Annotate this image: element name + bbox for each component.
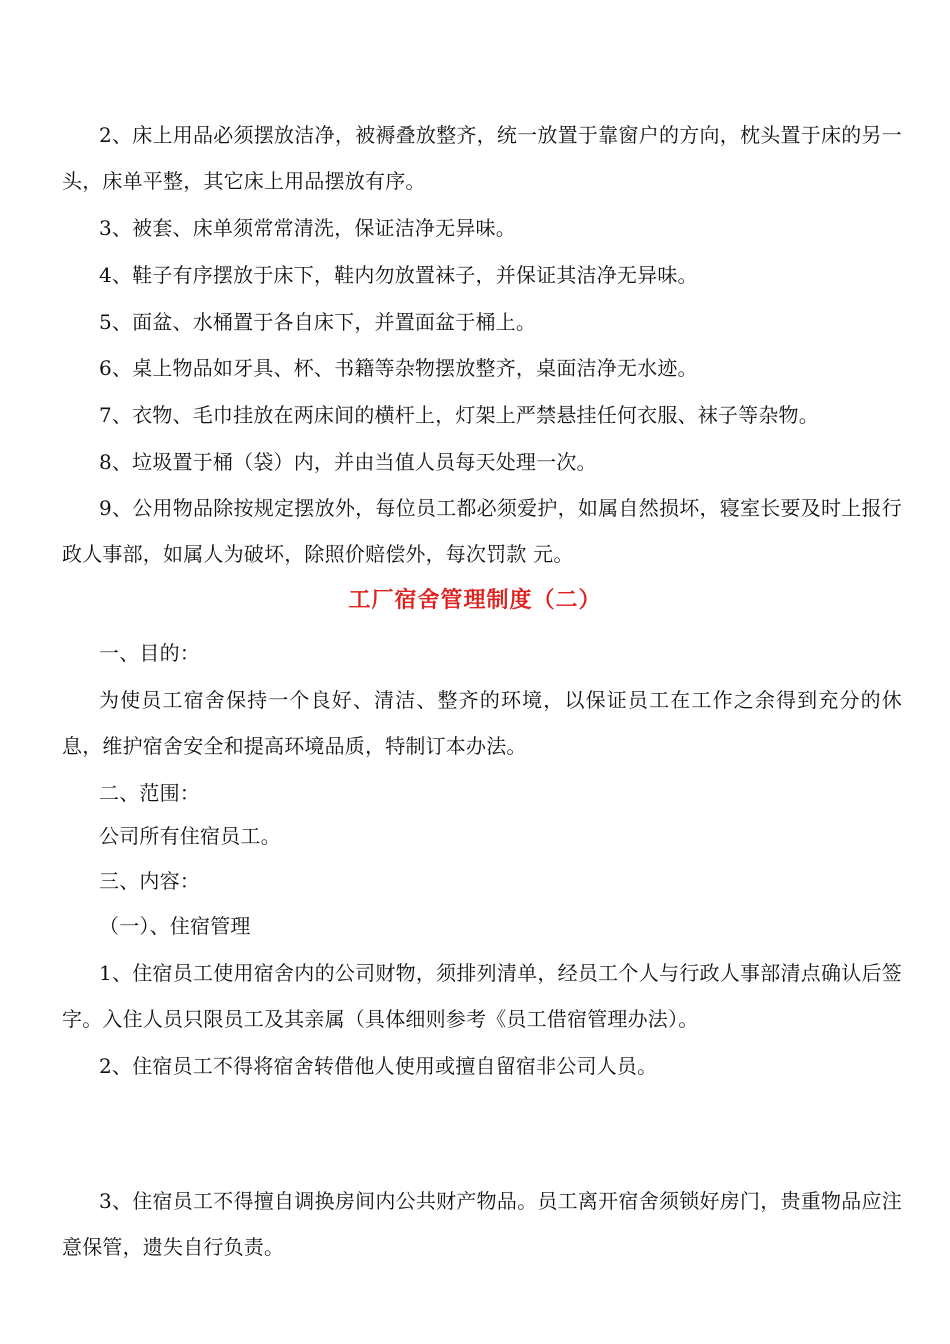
subsection-heading: （一）、住宿管理 <box>99 914 251 938</box>
rule-paragraph-bedding: 2、床上用品必须摆放洁净，被褥叠放整齐，统一放置于靠窗户的方向，枕头置于床的另一头，床单平整，其它床上用品摆放有序。 <box>62 123 902 193</box>
rule-paragraph-clothes: 7、衣物、毛巾挂放在两床间的横杆上，灯架上严禁悬挂任何衣服、袜子等杂物。 <box>99 403 819 427</box>
rule-2-paragraph: 2、住宿员工不得将宿舍转借他人使用或擅自留宿非公司人员。 <box>99 1054 658 1078</box>
section-scope-heading: 二、范围： <box>99 781 200 805</box>
section-purpose-text: 为使员工宿舍保持一个良好、清洁、整齐的环境，以保证员工在工作之余得到充分的休息，维护宿舍安全和提高环境品质，特制订本办法。 <box>62 688 902 758</box>
rule-paragraph-desk: 6、桌上物品如牙具、杯、书籍等杂物摆放整齐，桌面洁净无水迹。 <box>99 356 698 380</box>
rule-paragraph-basin: 5、面盆、水桶置于各自床下，并置面盆于桶上。 <box>99 310 537 334</box>
document-title: 工厂宿舍管理制度（二） <box>348 587 602 613</box>
section-purpose-heading: 一、目的： <box>99 641 200 665</box>
rule-paragraph-washing: 3、被套、床单须常常清洗，保证洁净无异味。 <box>99 216 516 240</box>
rule-3-paragraph: 3、住宿员工不得擅自调换房间内公共财产物品。员工离开宿舍须锁好房门，贵重物品应注意保管，遗失自行负责。 <box>62 1189 902 1259</box>
rule-1-paragraph: 1、住宿员工使用宿舍内的公司财物，须排列清单，经员工个人与行政人事部清点确认后签字。入住人员只限员工及其亲属（具体细则参考《员工借宿管理办法）。 <box>62 961 902 1031</box>
rule-paragraph-shoes: 4、鞋子有序摆放于床下，鞋内勿放置袜子，并保证其洁净无异味。 <box>99 263 698 287</box>
rule-paragraph-garbage: 8、垃圾置于桶（袋）内，并由当值人员每天处理一次。 <box>99 450 597 474</box>
section-scope-text: 公司所有住宿员工。 <box>99 824 281 848</box>
rule-paragraph-public-items: 9、公用物品除按规定摆放外，每位员工都必须爱护，如属自然损坏，寝室长要及时上报行政人事部，如属人为破坏，除照价赔偿外，每次罚款 元。 <box>62 496 902 566</box>
section-content-heading: 三、内容： <box>99 869 200 893</box>
